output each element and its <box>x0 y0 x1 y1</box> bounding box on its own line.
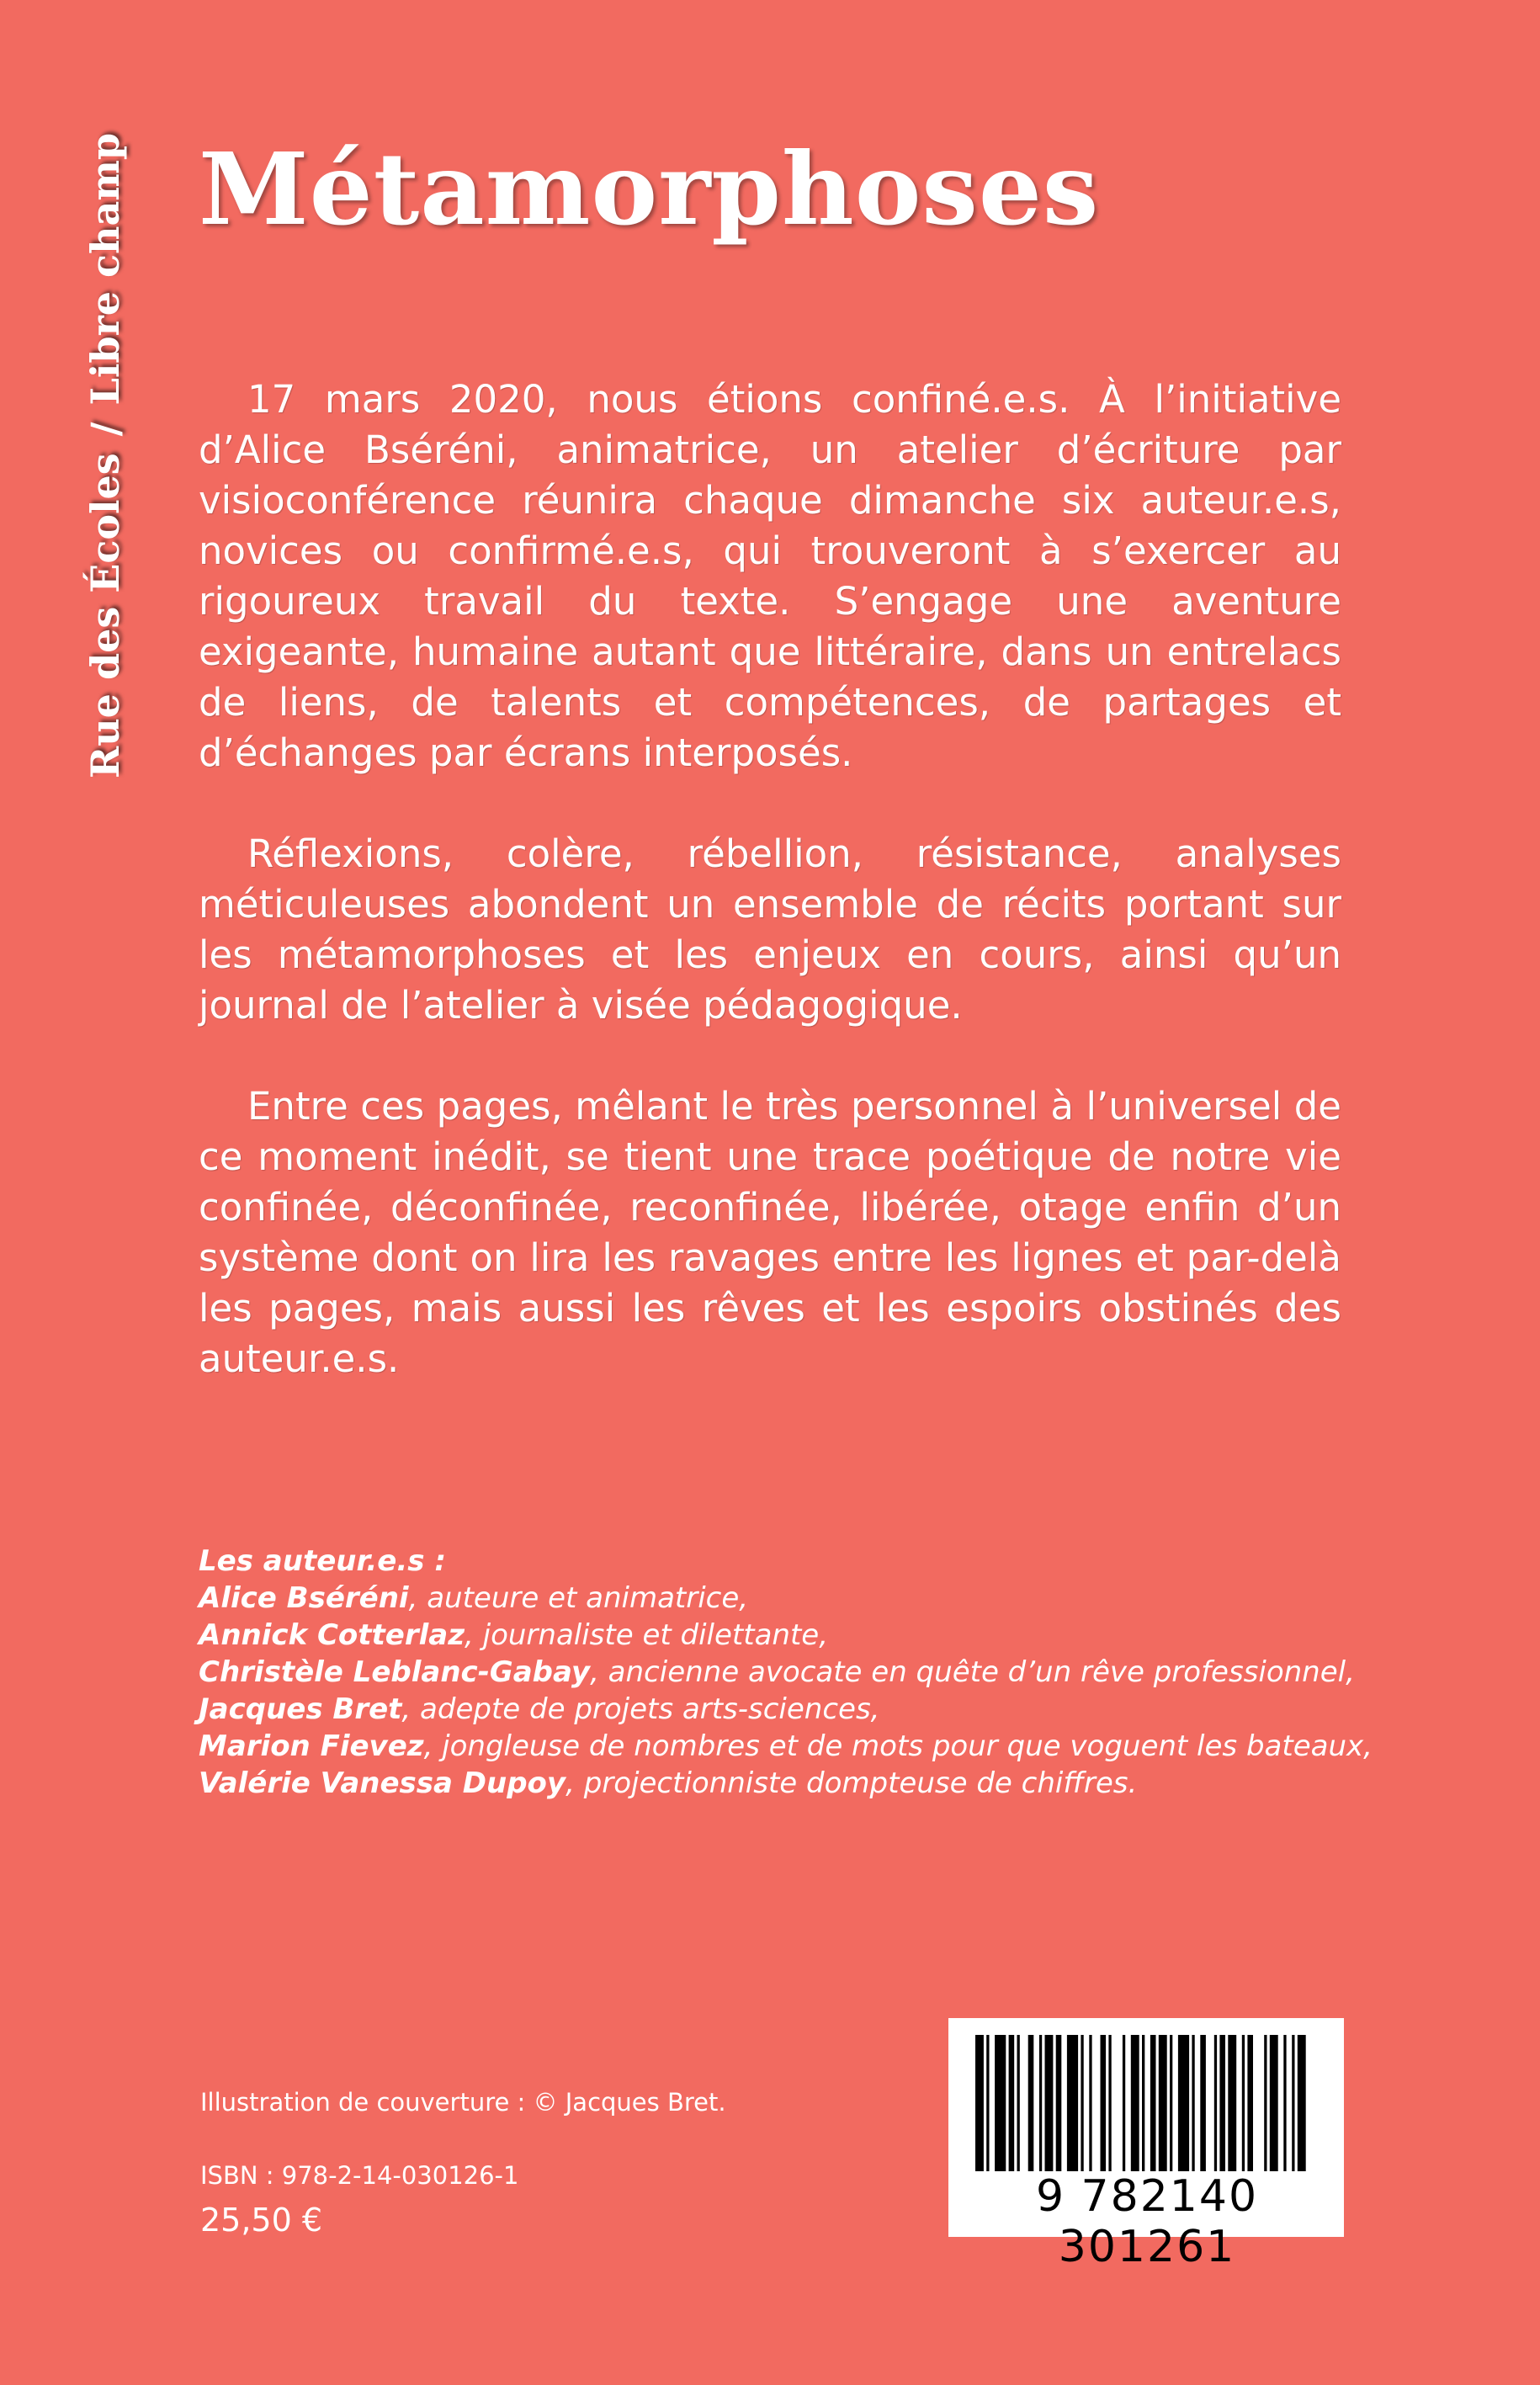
barcode-bar <box>1159 2035 1167 2171</box>
author-description: , projectionniste dompteuse de chiffres. <box>566 1766 1138 1800</box>
blurb-paragraph: 17 mars 2020, nous étions confiné.e.s. À l’initiative d’Alice Bséréni, animatrice, un atelier d’écriture par visioconférence réunira chaque dimanche six auteur.e.s, novices ou confirmé.e.s, qui trouveront à s’exercer au rigoureux travail du texte. S’engage une aventure exigeante, humaine autant que littéraire, dans un entrelacs de liens, de talents et compétences, de partages et d’échanges par écrans interposés. <box>199 377 1341 775</box>
spine-separator: / <box>82 422 128 437</box>
author-name: Christèle Leblanc-Gabay <box>199 1655 591 1689</box>
author-entry <box>199 1654 1444 1691</box>
barcode-bar <box>1178 2035 1189 2171</box>
author-name: Jacques Bret <box>199 1692 402 1726</box>
collection-name: Rue des Écoles <box>82 453 128 778</box>
author-name: Marion Fievez <box>199 1729 424 1763</box>
barcode-bar <box>1089 2035 1091 2171</box>
barcode-bar <box>986 2035 989 2171</box>
barcode-bar <box>1067 2035 1078 2171</box>
barcode-bar <box>1242 2035 1245 2171</box>
barcode-bar <box>1283 2035 1286 2171</box>
barcode-bar <box>1045 2035 1054 2171</box>
blurb-paragraph: Réflexions, colère, rébellion, résistance, analyses méticuleuses abondent un ensemble de récits portant sur les métamorphoses et les enjeux en cours, ainsi qu’un journal de l’atelier à visée pédagogique. <box>199 831 1341 1028</box>
barcode <box>948 2018 1344 2272</box>
series-name: Libre champ <box>82 132 128 406</box>
author-description: , journaliste et dilettante, <box>465 1618 829 1652</box>
author-description: , adepte de projets arts-sciences, <box>401 1692 880 1726</box>
barcode-bar <box>1192 2035 1194 2171</box>
cover-illustration-credit: Illustration de couverture : © Jacques Bret. <box>200 2088 726 2117</box>
barcode-bar <box>1228 2035 1236 2171</box>
blurb <box>199 374 1341 1435</box>
author-entry <box>199 1617 1444 1654</box>
barcode-bar <box>1270 2035 1278 2171</box>
author-entry <box>199 1728 1444 1765</box>
author-entry <box>199 1765 1444 1802</box>
author-name: Annick Cotterlaz <box>199 1618 465 1652</box>
barcode-bar <box>1200 2035 1206 2171</box>
barcode-bar <box>1247 2035 1253 2171</box>
barcode-bar <box>1214 2035 1217 2171</box>
barcode-bar <box>1056 2035 1062 2171</box>
barcode-digits: 9 782140 301261 <box>1035 2171 1259 2272</box>
authors-heading: Les auteur.e.s : <box>199 1544 446 1578</box>
barcode-bar <box>1131 2035 1139 2171</box>
book-title: Métamorphoses <box>199 130 1100 247</box>
author-description: , ancienne avocate en quête d’un rêve professionnel, <box>590 1655 1355 1689</box>
barcode-bar <box>995 2035 1006 2171</box>
barcode-bar <box>1108 2035 1111 2171</box>
author-name: Alice Bséréni <box>199 1581 409 1615</box>
barcode-bar <box>1123 2035 1125 2171</box>
barcode-bar <box>1142 2035 1144 2171</box>
barcode-bar <box>1150 2035 1156 2171</box>
isbn: ISBN : 978-2-14-030126-1 <box>200 2161 519 2190</box>
author-entry <box>199 1691 1444 1728</box>
authors-list <box>199 1543 1444 1802</box>
author-entry <box>199 1580 1444 1617</box>
barcode-bar <box>1028 2035 1034 2171</box>
barcode-bar <box>1219 2035 1225 2171</box>
blurb-paragraph: Entre ces pages, mêlant le très personnel à l’universel de ce moment inédit, se tient une trace poétique de notre vie confinée, déconfinée, reconfinée, libérée, otage enfin d’un système dont on lira les ravages entre les lignes et par-delà les pages, mais aussi les rêves et les espoirs obstinés des auteur.e.s. <box>199 1084 1341 1381</box>
barcode-bar <box>1017 2035 1020 2171</box>
author-description: , jongleuse de nombres et de mots pour que voguent les bateaux, <box>423 1729 1373 1763</box>
barcode-bar <box>1081 2035 1083 2171</box>
barcode-bar <box>1009 2035 1015 2171</box>
author-description: , auteure et animatrice, <box>408 1581 749 1615</box>
barcode-bar <box>1292 2035 1294 2171</box>
barcode-bar <box>1039 2035 1042 2171</box>
barcode-bar <box>1101 2035 1107 2171</box>
barcode-bar <box>1264 2035 1267 2171</box>
barcode-bar <box>1170 2035 1172 2171</box>
barcode-bar <box>975 2035 984 2171</box>
barcode-bar <box>1298 2035 1306 2171</box>
author-name: Valérie Vanessa Dupoy <box>199 1766 566 1800</box>
price: 25,50 € <box>200 2202 323 2239</box>
spine-label <box>76 72 135 778</box>
